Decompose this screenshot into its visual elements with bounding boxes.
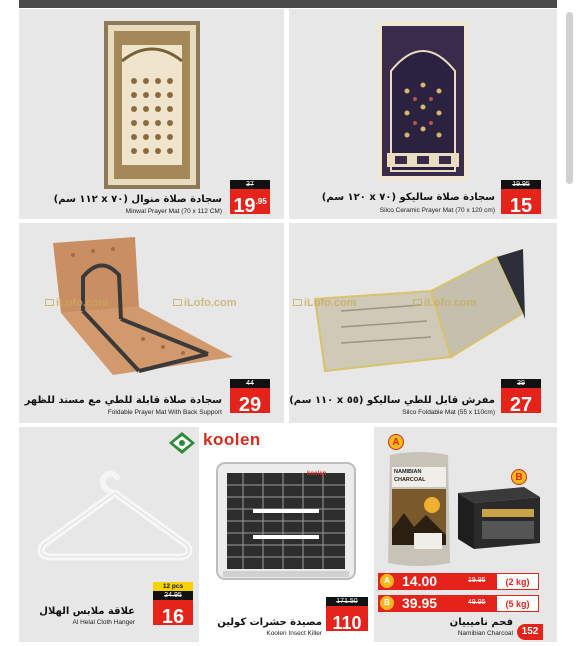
old-price: 19.95 bbox=[501, 180, 541, 189]
new-price: 15 bbox=[501, 189, 541, 214]
new-price: 110 bbox=[326, 606, 368, 631]
product-name-en: Foldable Prayer Mat With Back Support bbox=[107, 409, 222, 416]
option-price: 39.95 bbox=[402, 595, 438, 611]
silco-foldable-mat-image bbox=[311, 239, 531, 379]
watermark: iLofo.com bbox=[173, 297, 237, 309]
halal-badge-icon bbox=[168, 431, 196, 455]
option-size: (2 kg) bbox=[496, 573, 539, 590]
old-price: 171.50 bbox=[326, 597, 368, 606]
product-card-silco-ceramic[interactable] bbox=[289, 9, 557, 219]
charcoal-bag-image bbox=[384, 449, 454, 569]
option-old-price: 19.95 bbox=[468, 577, 486, 584]
koolen-small-logo: koolen bbox=[307, 471, 327, 477]
product-name-en: Koolen Insect Killer bbox=[266, 630, 322, 637]
option-size: (5 kg) bbox=[496, 595, 539, 612]
option-badge: B bbox=[380, 596, 394, 610]
insect-killer-image bbox=[213, 459, 359, 583]
watermark: iLofo.com bbox=[45, 297, 109, 309]
product-name-ar: سجادة صلاة منوال (٧٠ x ١١٢ سم) bbox=[53, 194, 222, 205]
product-card-silco-foldable[interactable] bbox=[289, 223, 557, 423]
new-price: 27 bbox=[501, 388, 541, 413]
cloth-hanger-image bbox=[35, 465, 195, 575]
new-price: 29 bbox=[230, 388, 270, 413]
price-box bbox=[326, 597, 368, 631]
price-box bbox=[230, 379, 270, 416]
old-price: 37 bbox=[230, 180, 270, 189]
bag-brand-text: NAMIBIAN bbox=[394, 469, 422, 475]
old-price: 39 bbox=[501, 379, 541, 388]
new-price: $19^{.95}$ bbox=[230, 189, 270, 214]
product-name-ar: سجادة صلاة قابلة للطي مع مسند للظهر bbox=[24, 395, 222, 406]
product-name-en: Silco Foldable Mat (55 x 110cm) bbox=[402, 409, 495, 416]
product-name-ar: مصيدة حشرات كولين bbox=[217, 617, 322, 628]
option-b-label: B bbox=[511, 469, 527, 485]
product-name-en: Namibian Charcoal bbox=[457, 630, 513, 637]
product-name-ar: سجادة صلاة ساليكو (٧٠ x ١٢٠ سم) bbox=[321, 192, 495, 203]
page-number: 152 bbox=[517, 624, 543, 640]
koolen-logo: koolen bbox=[203, 430, 261, 449]
new-price: 16 bbox=[153, 600, 193, 625]
option-old-price: 49.95 bbox=[468, 599, 486, 606]
charcoal-option-b[interactable] bbox=[378, 595, 539, 612]
product-card-hanger[interactable] bbox=[19, 427, 199, 642]
option-badge: A bbox=[380, 574, 394, 588]
option-a-label: A bbox=[388, 434, 404, 450]
option-price: 14.00 bbox=[402, 573, 438, 589]
product-card-minwal[interactable] bbox=[19, 9, 284, 219]
old-price: 44 bbox=[230, 379, 270, 388]
old-price: 24.95 bbox=[153, 591, 193, 600]
scrollbar-thumb[interactable] bbox=[566, 12, 573, 184]
product-name-en: Silco Ceramic Prayer Mat (70 x 120 cm) bbox=[379, 207, 495, 214]
price-box bbox=[501, 379, 541, 416]
watermark: iLofo.com bbox=[293, 297, 357, 309]
top-bar bbox=[19, 0, 557, 8]
bag-product-text: CHARCOAL bbox=[394, 477, 426, 483]
watermark: iLofo.com bbox=[413, 297, 477, 309]
product-card-charcoal[interactable] bbox=[374, 427, 557, 642]
product-card-foldable-back-support[interactable] bbox=[19, 223, 284, 423]
price-box bbox=[230, 180, 270, 217]
charcoal-option-a[interactable] bbox=[378, 573, 539, 590]
minwal-prayer-mat-image bbox=[104, 21, 200, 189]
pack-label: 12 pcs bbox=[153, 582, 193, 591]
product-name-en: Al Helal Cloth Hanger bbox=[72, 619, 135, 626]
silco-ceramic-prayer-mat-image bbox=[377, 21, 469, 181]
price-box bbox=[501, 180, 541, 217]
product-name-ar: مفرش قابل للطي ساليكو (٥٥ x ١١٠ سم) bbox=[289, 395, 495, 406]
product-card-insect-killer[interactable] bbox=[199, 427, 374, 642]
product-name-ar: علاقة ملابس الهلال bbox=[39, 606, 135, 617]
price-box bbox=[153, 591, 193, 628]
charcoal-box-image bbox=[454, 483, 542, 551]
product-name-en: Minwal Prayer Mat (70 x 112 CM) bbox=[125, 208, 222, 215]
product-name-ar: فحم ناميبيان bbox=[449, 617, 513, 628]
